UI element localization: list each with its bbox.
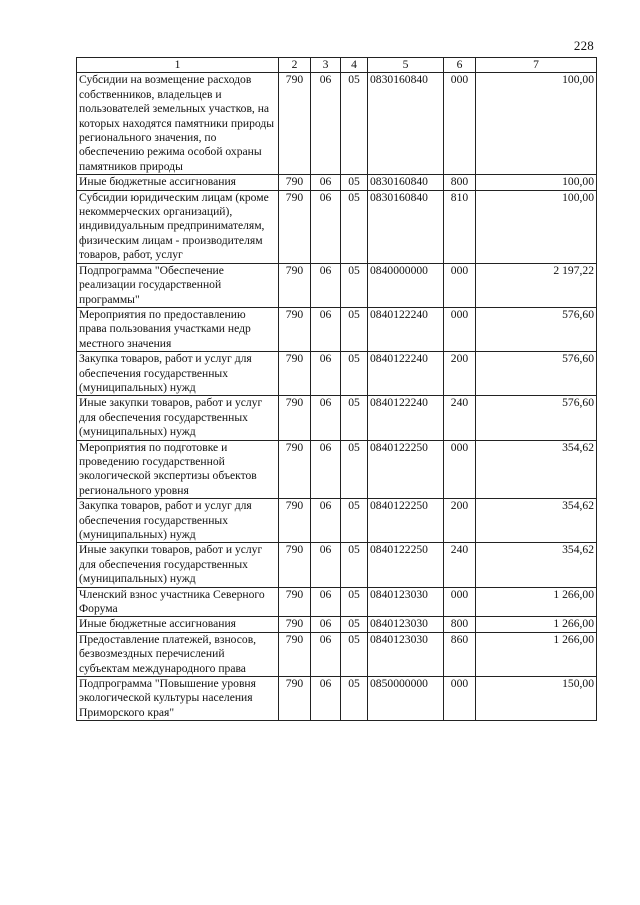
expense-type-cell: 000 (444, 307, 476, 351)
ministry-code-cell: 790 (279, 543, 311, 587)
subsection-code-cell: 05 (341, 263, 368, 307)
column-header-2: 2 (279, 58, 311, 73)
expense-type-cell: 000 (444, 587, 476, 617)
amount-cell: 1 266,00 (476, 632, 597, 676)
section-code-cell: 06 (311, 175, 341, 190)
ministry-code-cell: 790 (279, 632, 311, 676)
table-row (77, 543, 597, 587)
row-name-cell: Подпрограмма "Обеспечение реализации государственной программы" (77, 263, 279, 307)
column-header-1: 1 (77, 58, 279, 73)
ministry-code-cell: 790 (279, 499, 311, 543)
row-name-cell: Подпрограмма "Повышение уровня экологической культуры населения Приморского края" (77, 677, 279, 721)
table-row (77, 677, 597, 721)
ministry-code-cell: 790 (279, 352, 311, 396)
amount-cell: 576,60 (476, 352, 597, 396)
ministry-code-cell: 790 (279, 263, 311, 307)
table-row (77, 263, 597, 307)
row-name-cell: Субсидии юридическим лицам (кроме некоммерческих организаций), индивидуальным предпринимателям, физическим лицам - производителям товаров, работ, услуг (77, 190, 279, 263)
section-code-cell: 06 (311, 73, 341, 175)
section-code-cell: 06 (311, 677, 341, 721)
row-name-cell: Иные закупки товаров, работ и услуг для обеспечения государственных (муниципальных) нужд (77, 396, 279, 440)
table-row (77, 175, 597, 190)
amount-cell: 576,60 (476, 307, 597, 351)
target-article-cell: 0830160840 (368, 73, 444, 175)
expense-type-cell: 000 (444, 263, 476, 307)
ministry-code-cell: 790 (279, 587, 311, 617)
target-article-cell: 0840000000 (368, 263, 444, 307)
amount-cell: 2 197,22 (476, 263, 597, 307)
target-article-cell: 0840122240 (368, 396, 444, 440)
ministry-code-cell: 790 (279, 190, 311, 263)
target-article-cell: 0840122250 (368, 440, 444, 499)
column-header-7: 7 (476, 58, 597, 73)
subsection-code-cell: 05 (341, 617, 368, 632)
row-name-cell: Членский взнос участника Северного Форума (77, 587, 279, 617)
amount-cell: 100,00 (476, 73, 597, 175)
row-name-cell: Иные закупки товаров, работ и услуг для обеспечения государственных (муниципальных) нужд (77, 543, 279, 587)
header-row (77, 58, 597, 73)
target-article-cell: 0840123030 (368, 632, 444, 676)
ministry-code-cell: 790 (279, 440, 311, 499)
amount-cell: 354,62 (476, 440, 597, 499)
target-article-cell: 0830160840 (368, 190, 444, 263)
ministry-code-cell: 790 (279, 307, 311, 351)
amount-cell: 354,62 (476, 499, 597, 543)
amount-cell: 150,00 (476, 677, 597, 721)
subsection-code-cell: 05 (341, 73, 368, 175)
target-article-cell: 0840122250 (368, 543, 444, 587)
table-row (77, 587, 597, 617)
target-article-cell: 0840122250 (368, 499, 444, 543)
expense-type-cell: 800 (444, 617, 476, 632)
ministry-code-cell: 790 (279, 677, 311, 721)
subsection-code-cell: 05 (341, 440, 368, 499)
target-article-cell: 0850000000 (368, 677, 444, 721)
table-body (77, 73, 597, 721)
ministry-code-cell: 790 (279, 73, 311, 175)
page-number: 228 (573, 38, 594, 53)
column-header-5: 5 (368, 58, 444, 73)
amount-cell: 1 266,00 (476, 617, 597, 632)
row-name-cell: Закупка товаров, работ и услуг для обеспечения государственных (муниципальных) нужд (77, 499, 279, 543)
row-name-cell: Мероприятия по предоставлению права пользования участками недр местного значения (77, 307, 279, 351)
table-row (77, 440, 597, 499)
ministry-code-cell: 790 (279, 617, 311, 632)
expense-type-cell: 000 (444, 677, 476, 721)
row-name-cell: Иные бюджетные ассигнования (77, 175, 279, 190)
table-row (77, 73, 597, 175)
expense-type-cell: 240 (444, 396, 476, 440)
table-row (77, 396, 597, 440)
target-article-cell: 0830160840 (368, 175, 444, 190)
expense-type-cell: 810 (444, 190, 476, 263)
section-code-cell: 06 (311, 190, 341, 263)
table-row (77, 352, 597, 396)
row-name-cell: Субсидии на возмещение расходов собственников, владельцев и пользователей земельных участков, на которых находятся памятники природы регионального значения, по обеспечению режима особой охраны памятников природы (77, 73, 279, 175)
section-code-cell: 06 (311, 543, 341, 587)
subsection-code-cell: 05 (341, 307, 368, 351)
table-row (77, 190, 597, 263)
section-code-cell: 06 (311, 587, 341, 617)
subsection-code-cell: 05 (341, 587, 368, 617)
amount-cell: 100,00 (476, 190, 597, 263)
row-name-cell: Мероприятия по подготовке и проведению государственной экологической экспертизы объектов регионального уровня (77, 440, 279, 499)
table-row (77, 307, 597, 351)
row-name-cell: Закупка товаров, работ и услуг для обеспечения государственных (муниципальных) нужд (77, 352, 279, 396)
target-article-cell: 0840123030 (368, 587, 444, 617)
subsection-code-cell: 05 (341, 352, 368, 396)
amount-cell: 354,62 (476, 543, 597, 587)
amount-cell: 100,00 (476, 175, 597, 190)
section-code-cell: 06 (311, 499, 341, 543)
table-row (77, 632, 597, 676)
section-code-cell: 06 (311, 440, 341, 499)
column-header-3: 3 (311, 58, 341, 73)
section-code-cell: 06 (311, 396, 341, 440)
section-code-cell: 06 (311, 263, 341, 307)
column-header-4: 4 (341, 58, 368, 73)
budget-table (76, 57, 597, 721)
row-name-cell: Иные бюджетные ассигнования (77, 617, 279, 632)
table-row (77, 617, 597, 632)
expense-type-cell: 240 (444, 543, 476, 587)
expense-type-cell: 200 (444, 499, 476, 543)
section-code-cell: 06 (311, 632, 341, 676)
amount-cell: 576,60 (476, 396, 597, 440)
target-article-cell: 0840122240 (368, 307, 444, 351)
expense-type-cell: 800 (444, 175, 476, 190)
target-article-cell: 0840123030 (368, 617, 444, 632)
subsection-code-cell: 05 (341, 190, 368, 263)
subsection-code-cell: 05 (341, 632, 368, 676)
subsection-code-cell: 05 (341, 543, 368, 587)
ministry-code-cell: 790 (279, 396, 311, 440)
section-code-cell: 06 (311, 617, 341, 632)
amount-cell: 1 266,00 (476, 587, 597, 617)
target-article-cell: 0840122240 (368, 352, 444, 396)
expense-type-cell: 000 (444, 73, 476, 175)
column-header-6: 6 (444, 58, 476, 73)
subsection-code-cell: 05 (341, 677, 368, 721)
table-row (77, 499, 597, 543)
section-code-cell: 06 (311, 352, 341, 396)
subsection-code-cell: 05 (341, 175, 368, 190)
expense-type-cell: 860 (444, 632, 476, 676)
row-name-cell: Предоставление платежей, взносов, безвозмездных перечислений субъектам международного права (77, 632, 279, 676)
subsection-code-cell: 05 (341, 499, 368, 543)
subsection-code-cell: 05 (341, 396, 368, 440)
expense-type-cell: 000 (444, 440, 476, 499)
section-code-cell: 06 (311, 307, 341, 351)
ministry-code-cell: 790 (279, 175, 311, 190)
expense-type-cell: 200 (444, 352, 476, 396)
